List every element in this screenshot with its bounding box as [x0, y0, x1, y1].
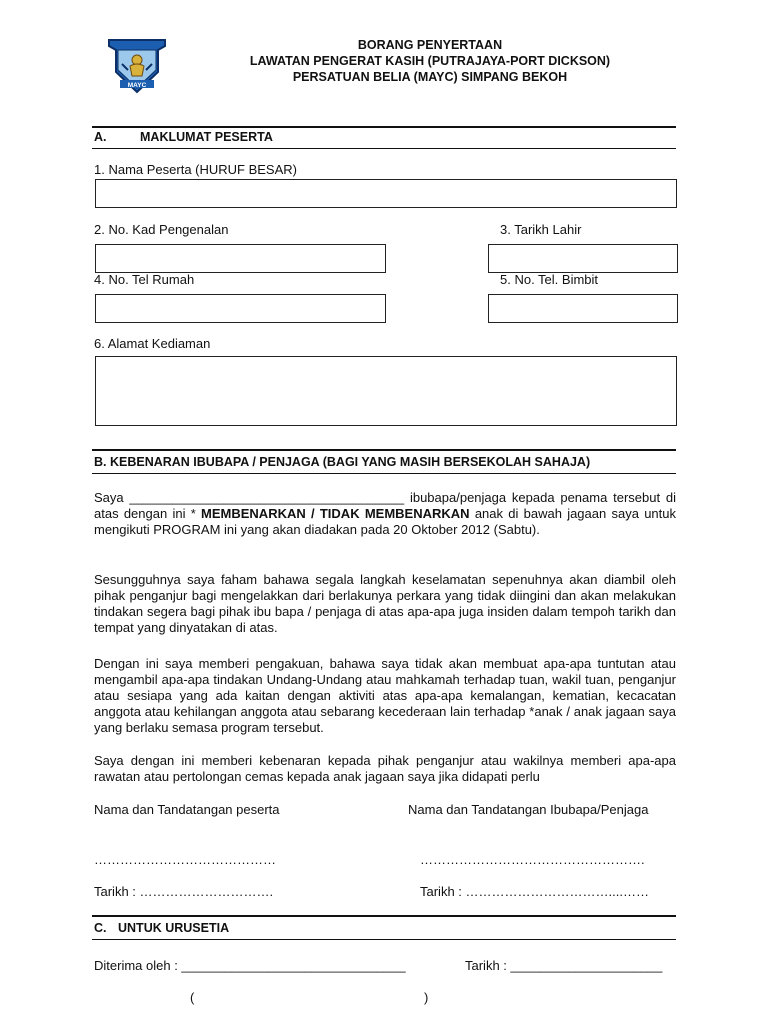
- birth-date-field[interactable]: [488, 244, 678, 273]
- section-c-letter: C.: [94, 921, 107, 935]
- form-title: BORANG PENYERTAAN: [357, 38, 503, 52]
- section-b-top-rule: [92, 449, 676, 451]
- mobile-phone-field[interactable]: [488, 294, 678, 323]
- secretariat-date-line[interactable]: Tarikh : _____________________: [465, 958, 663, 973]
- section-a-letter: A.: [94, 130, 107, 144]
- participant-signature-label: Nama dan Tandatangan peserta: [94, 802, 280, 817]
- name-field[interactable]: [95, 179, 677, 208]
- guardian-date-line[interactable]: Tarikh : ……………………………....……: [420, 884, 649, 899]
- consent-paragraph: [94, 490, 676, 538]
- guardian-signature-line[interactable]: …………………………………………….: [420, 852, 645, 867]
- section-c-top-rule: [92, 915, 676, 917]
- section-a-title: MAKLUMAT PESERTA: [140, 130, 273, 144]
- mobile-phone-label: 5. No. Tel. Bimbit: [500, 272, 599, 287]
- organization-title: PERSATUAN BELIA (MAYC) SIMPANG BEKOH: [292, 70, 568, 84]
- consent-choice: MEMBENARKAN / TIDAK MEMBENARKAN: [201, 506, 470, 521]
- section-a-bottom-rule: [92, 148, 676, 149]
- section-c-title: UNTUK URUSETIA: [118, 921, 230, 935]
- logo-text: MAYC: [127, 82, 147, 89]
- section-b-title: B. KEBENARAN IBUBAPA / PENJAGA (BAGI YANG MASIH BERSEKOLAH SAHAJA): [94, 455, 591, 469]
- consent-text-end: anak di bawah jagaan saya untuk mengikuti PROGRAM ini yang akan diadakan pada 20 Oktober 2012 (Sabtu).: [94, 506, 676, 537]
- guardian-signature-label: Nama dan Tandatangan Ibubapa/Penjaga: [408, 802, 649, 817]
- participant-date-line[interactable]: Tarikh : ………………………….: [94, 884, 274, 899]
- name-label: 1. Nama Peserta (HURUF BESAR): [94, 162, 297, 177]
- ic-number-field[interactable]: [95, 244, 386, 273]
- ic-number-label: 2. No. Kad Pengenalan: [94, 222, 229, 237]
- waiver-paragraph: Dengan ini saya memberi pengakuan, bahawa saya tidak akan membuat apa-apa tuntutan atau mengambil apa-apa tindakan Undang-Undang atau mahkamah terhadap tuan, wakil tuan, penganjur atau sesiapa yang ada kaitan dengan aktiviti atas apa-apa kemalangan, kematian, kecacatan anggota atau kehilangan anggota atau sebarang kecederaan lain terhadap *anak / anak jagaan saya yang berlaku semasa program tersebut.: [94, 656, 676, 735]
- mayc-logo: [106, 36, 168, 94]
- birth-date-label: 3. Tarikh Lahir: [500, 222, 582, 237]
- section-c-bottom-rule: [92, 939, 676, 940]
- home-phone-field[interactable]: [95, 294, 386, 323]
- participant-signature-line[interactable]: ……………………………………: [94, 852, 276, 867]
- address-field[interactable]: [95, 356, 677, 426]
- section-a-top-rule: [92, 126, 676, 128]
- received-by-line[interactable]: Diterima oleh : _______________________________: [94, 958, 406, 973]
- name-paren-close: ): [424, 990, 429, 1005]
- safety-paragraph: Sesungguhnya saya faham bahawa segala langkah keselamatan sepenuhnya akan diambil oleh pihak penganjur bagi mengelakkan dari berlakunya perkara yang tidak diingini dan akan melakukan tindakan segera bagi pihak ibu bapa / penjaga di atas apa-apa juga insiden dalam tempoh tarikh dan tempat yang dinyatakan di atas.: [94, 572, 676, 635]
- event-title: LAWATAN PENGERAT KASIH (PUTRAJAYA-PORT DICKSON): [249, 54, 611, 68]
- consent-text-start: Saya ______________________________________ ibubapa/penjaga kepada penama tersebut di atas dengan ini *: [94, 490, 676, 521]
- section-b-bottom-rule: [92, 473, 676, 474]
- home-phone-label: 4. No. Tel Rumah: [94, 272, 195, 287]
- first-aid-paragraph: Saya dengan ini memberi kebenaran kepada pihak penganjur atau wakilnya memberi apa-apa rawatan atau pertolongan cemas kepada anak jagaan saya jika didapati perlu: [94, 753, 676, 784]
- name-paren-open: (: [190, 990, 195, 1005]
- address-label: 6. Alamat Kediaman: [94, 336, 211, 351]
